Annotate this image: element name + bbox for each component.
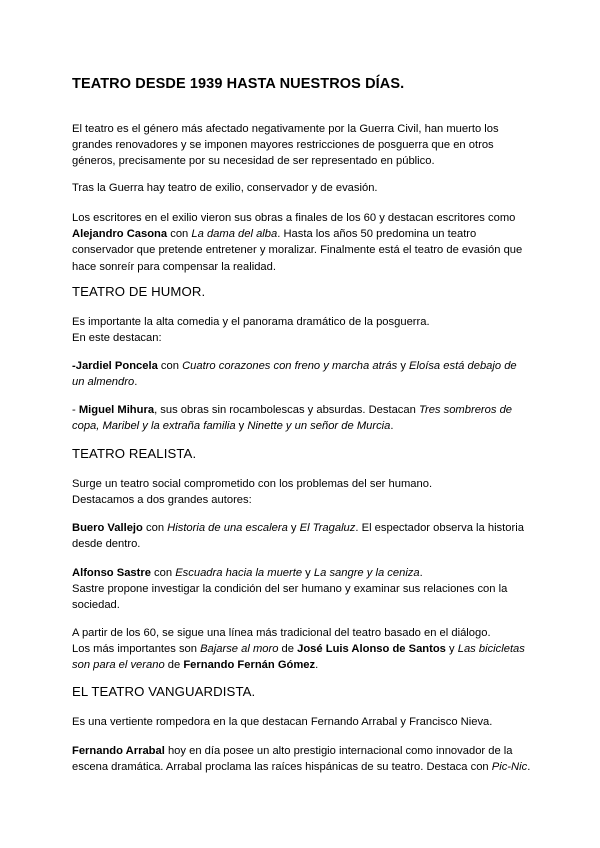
author-name: Miguel Mihura [78, 404, 155, 416]
text-run: con [167, 228, 192, 241]
realista-buero [72, 520, 532, 552]
text-run: . [419, 567, 423, 579]
author-name: -Jardiel Poncela [72, 360, 158, 372]
text-run: de [278, 643, 298, 656]
text-line: Surge un teatro social comprometido con los problemas del ser humano. [72, 478, 433, 490]
text-run: y [445, 643, 458, 656]
text-run: Los más importantes son [72, 643, 201, 656]
text-run: . [315, 659, 319, 672]
text-run: . [527, 761, 531, 774]
section-heading-vanguardista: EL TEATRO VANGUARDISTA. [72, 684, 256, 699]
realista-sixties [72, 625, 532, 674]
author-name: Fernando Fernán Gómez [183, 659, 316, 672]
realista-intro [72, 476, 532, 508]
intro-paragraph-3 [72, 210, 532, 275]
work-title: Eloísa está debajo de un almendro [72, 360, 517, 389]
text-run: de [164, 659, 184, 672]
work-title: La dama del alba [191, 228, 278, 241]
text-run: con [142, 522, 168, 534]
realista-sastre [72, 565, 532, 614]
author-name: Fernando Arrabal [72, 745, 165, 757]
section-heading-realista: TEATRO REALISTA. [72, 446, 197, 461]
work-title: Historia de una escalera [167, 522, 288, 534]
author-name: Alfonso Sastre [72, 567, 151, 579]
text-run: y [235, 420, 248, 433]
text-run: y [287, 522, 300, 534]
text-run: y [302, 567, 314, 579]
work-title: El Tragaluz [299, 522, 356, 534]
work-title: Ninette y un señor de Murcia [247, 420, 391, 433]
work-title: Las bicicletas son para el verano [72, 643, 525, 672]
author-name: Alejandro Casona [72, 228, 168, 241]
intro-paragraph-2: Tras la Guerra hay teatro de exilio, conservador y de evasión. [72, 182, 378, 194]
text-run: Los escritores en el exilio vieron sus obras a finales de los 60 y destacan escritores como [72, 212, 516, 224]
text-line: Es importante la alta comedia y el panorama dramático de la posguerra. [72, 316, 430, 328]
vanguardista-intro: Es una vertiente rompedora en la que destacan Fernando Arrabal y Francisco Nieva. [72, 716, 493, 728]
text-run: hoy en día posee un alto prestigio internacional como innovador de la escena dramática. Arrabal proclama las raíces hispánicas de su teatro. Destaca con [72, 745, 513, 774]
work-title: La sangre y la ceniza [313, 567, 420, 579]
text-run: con [157, 360, 183, 372]
humor-mihura [72, 402, 532, 434]
text-run: , sus obras sin rocambolescas y absurdas. Destacan [154, 404, 419, 416]
text-run: . Hasta los años 50 predomina un teatro conservador que pretende entretener y moralizar. Finalmente está el teatro de evasión que hace sonreír para compensar la realidad. [72, 228, 523, 273]
text-run: con [150, 567, 176, 579]
text-run: . [390, 420, 394, 433]
work-title: Bajarse al moro [200, 643, 279, 656]
author-name: Buero Vallejo [72, 522, 143, 534]
author-name: José Luis Alonso de Santos [297, 643, 446, 656]
work-title: Cuatro corazones con freno y marcha atrás [182, 360, 398, 372]
text-line: A partir de los 60, se sigue una línea más tradicional del teatro basado en el diálogo. [72, 627, 491, 639]
work-title: Escuadra hacia la muerte [175, 567, 303, 579]
text-line: En este destacan: [72, 332, 162, 345]
text-run: . [134, 376, 138, 389]
text-run: . El espectador observa la historia desde dentro. [72, 522, 524, 551]
intro-paragraph-1: El teatro es el género más afectado negativamente por la Guerra Civil, han muerto los grandes renovadores y se imponen mayores restricciones de posguerra que en otros géneros, precisamente por su necesidad de ser representado en público. [72, 123, 499, 168]
text-run: - [72, 404, 79, 416]
humor-intro [72, 314, 532, 346]
humor-jardiel [72, 358, 532, 390]
page-title: TEATRO DESDE 1939 HASTA NUESTROS DÍAS. [72, 76, 405, 92]
text-line: Destacamos a dos grandes autores: [72, 494, 252, 507]
text-line [72, 641, 532, 673]
text-line: Sastre propone investigar la condición del ser humano y examinar sus relaciones con la sociedad. [72, 583, 508, 612]
work-title: Tres sombreros de copa, Maribel y la extraña familia [72, 404, 513, 433]
text-run: y [397, 360, 410, 372]
text-line [72, 565, 532, 581]
vanguardista-arrabal [72, 743, 532, 775]
work-title: Pic-Nic [491, 761, 528, 774]
section-heading-humor: TEATRO DE HUMOR. [72, 284, 206, 299]
